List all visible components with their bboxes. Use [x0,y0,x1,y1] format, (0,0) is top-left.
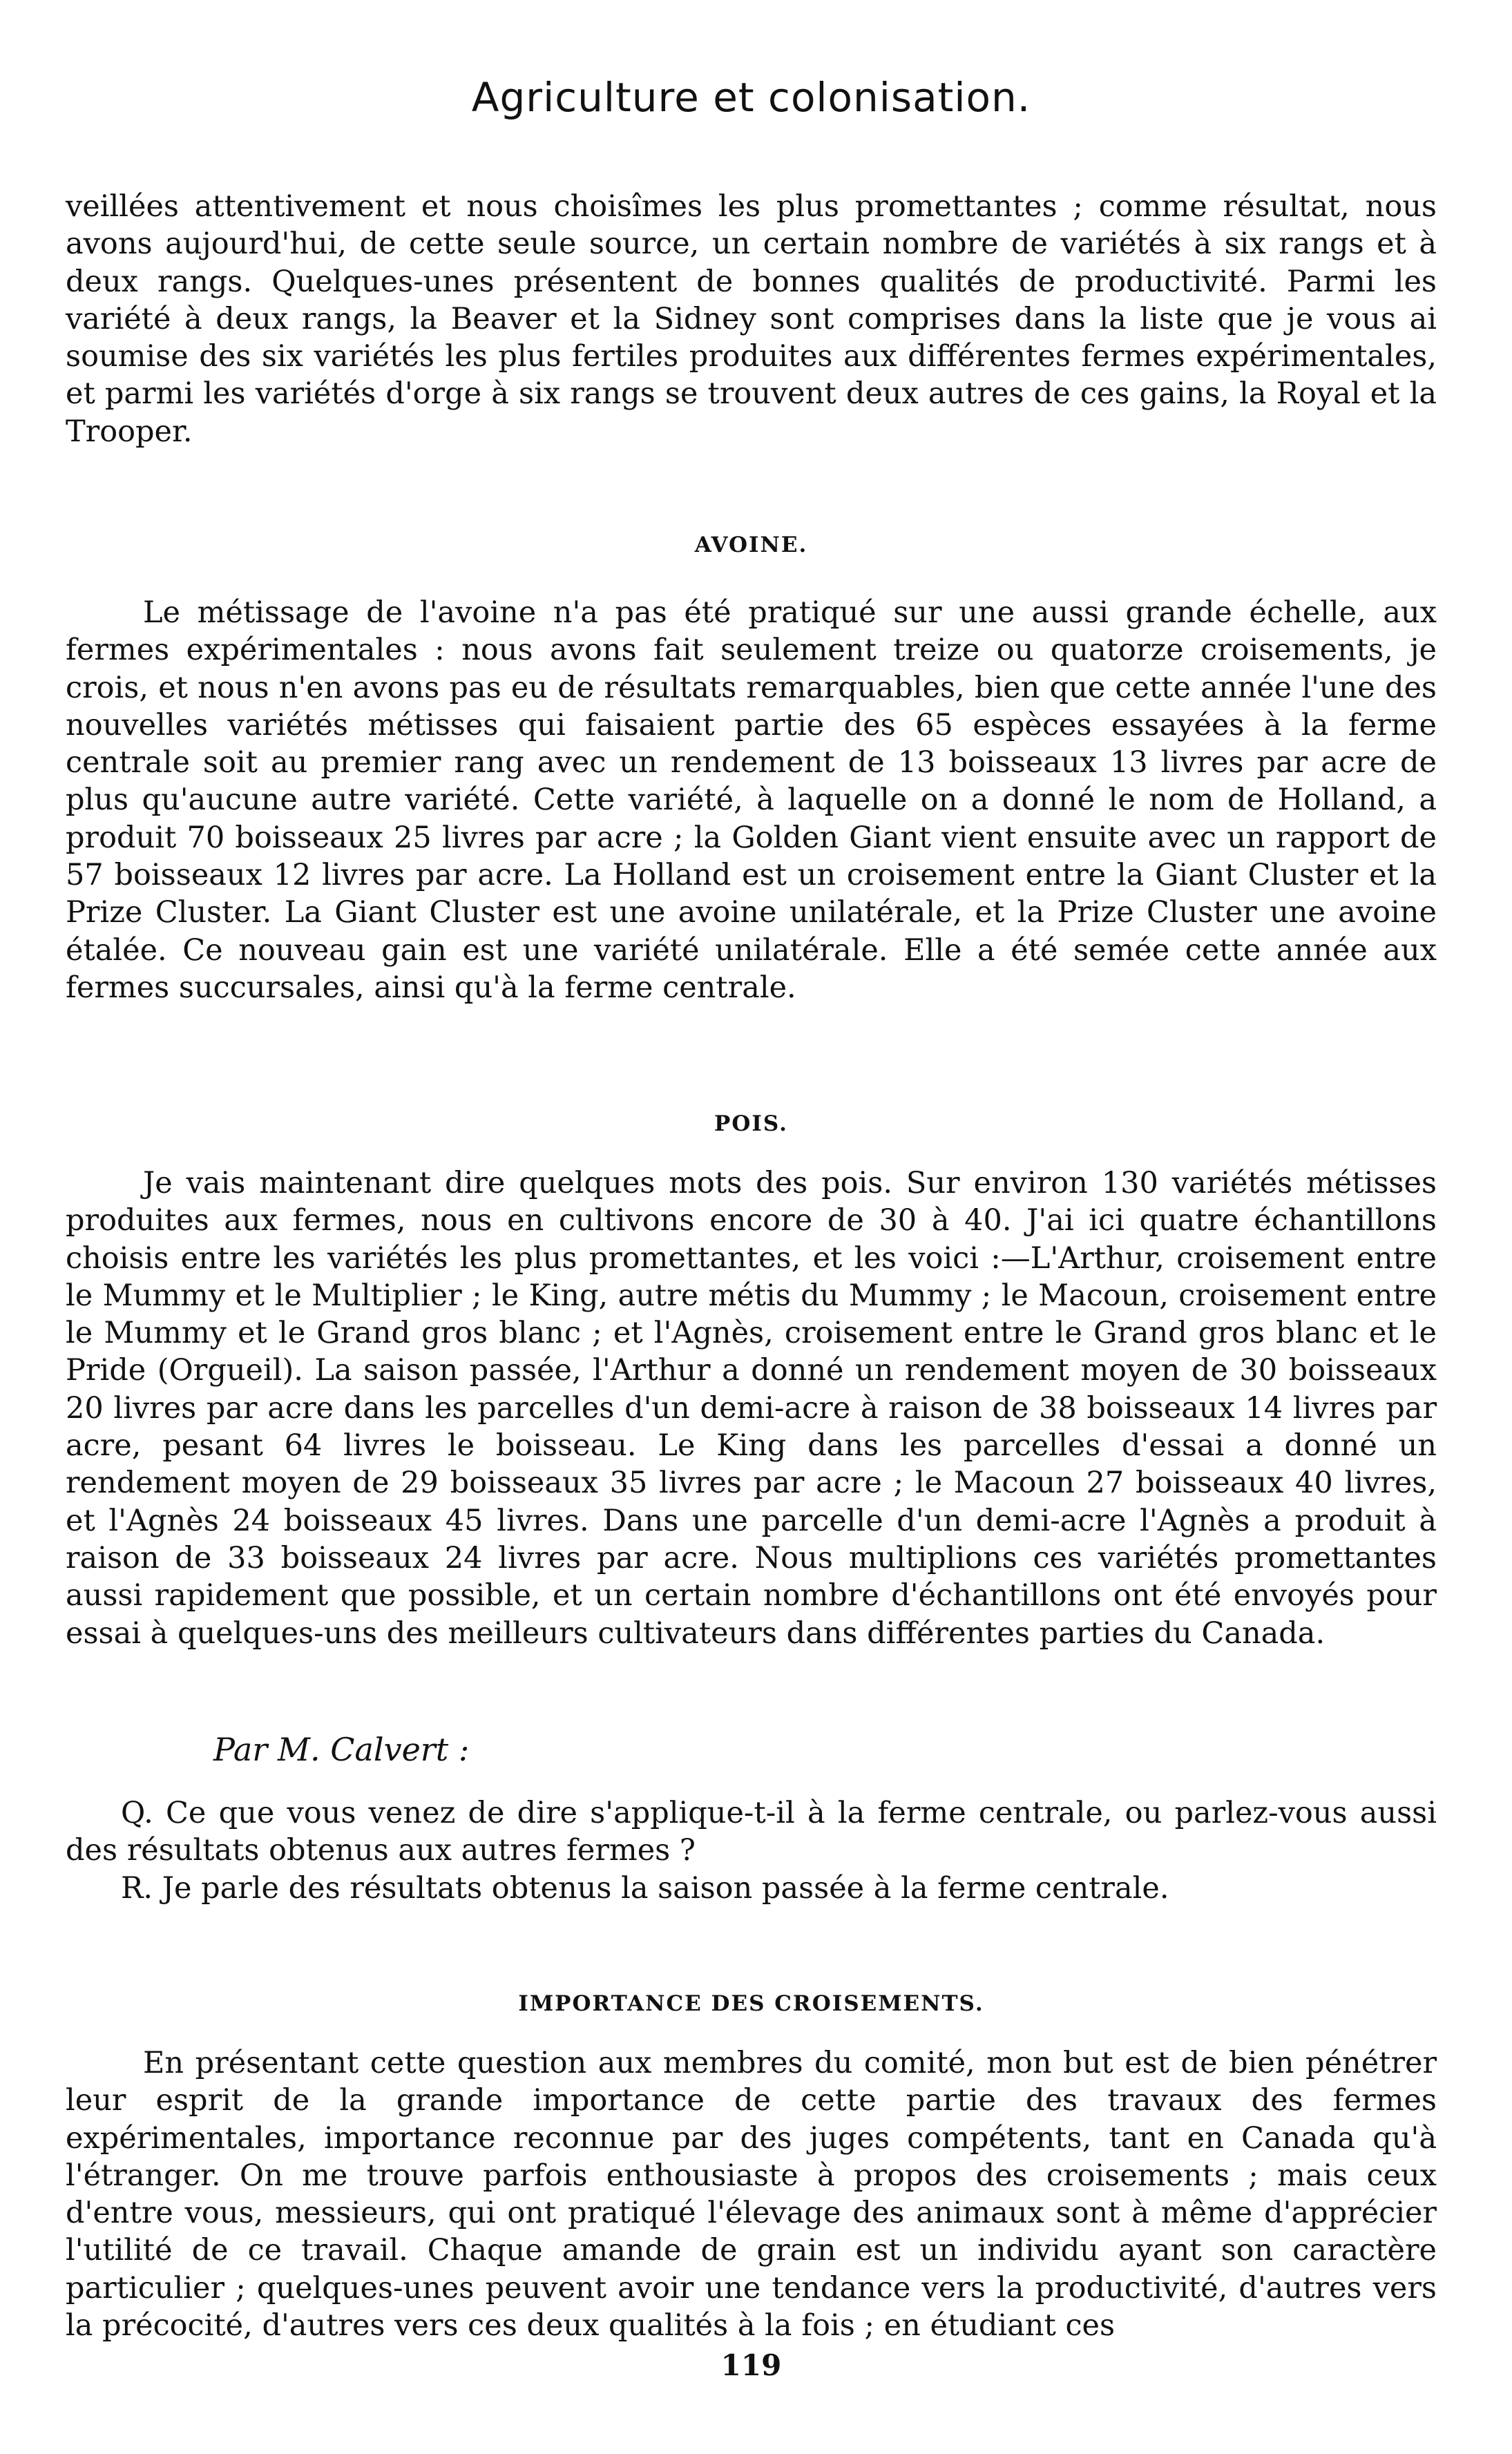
importance-heading: IMPORTANCE DES CROISEMENTS. [518,1991,984,2016]
question-paragraph: Q. Ce que vous venez de dire s'applique-t-il à la ferme centrale, ou parlez-vous aussi des résultats obtenus aux autres fermes ? [66,1796,1437,1868]
avoine-heading: AVOINE. [694,533,808,557]
importance-paragraph: En présentant cette question aux membres du comité, mon but est de bien pénétrer leur esprit de la grande importance de cette partie des travaux des fermes expérimentales, importance reconnue par des juges compétents, tant en Canada qu'à l'étranger. On me trouve parfois enthousiaste à propos des croisements ; mais ceux d'entre vous, messieurs, qui ont pratiqué l'élevage des animaux sont à même d'apprécier l'utilité de ce travail. Chaque amande de grain est un individu ayant son caractère particulier ; quelques-unes peuvent avoir une tendance vers la productivité, d'autres vers la précocité, d'autres vers ces deux qualités à la fois ; en étudiant ces [66,2046,1437,2343]
avoine-paragraph: Le métissage de l'avoine n'a pas été pratiqué sur une aussi grande échelle, aux fermes expérimentales : nous avons fait seulement treize ou quatorze croisements, je crois, et nous n'en avons pas eu de résultats remarquables, bien que cette année l'une des nouvelles variétés métisses qui faisaient partie des 65 espèces essayées à la ferme centrale soit au premier rang avec un rendement de 13 boisseaux 13 livres par acre de plus qu'aucune autre variété. Cette variété, à laquelle on a donné le nom de Holland, a produit 70 boisseaux 25 livres par acre ; la Golden Giant vient ensuite avec un rapport de 57 boisseaux 12 livres par acre. La Holland est un croisement entre la Giant Cluster et la Prize Cluster. La Giant Cluster est une avoine unilatérale, et la Prize Cluster une avoine étalée. Ce nouveau gain est une variété unilatérale. Elle a été semée cette année aux fermes succursales, ainsi qu'à la ferme centrale. [66,595,1437,1005]
pois-section [66,1164,1437,1652]
calvert-exchange [66,1794,1437,1907]
speaker-byline: Par M. Calvert : [213,1731,470,1768]
document-page [66,0,1437,2454]
page-number: 119 [720,2348,782,2382]
answer-paragraph: R. Je parle des résultats obtenus la saison passée à la ferme centrale. [121,1870,1169,1906]
importance-section [66,2044,1437,2344]
pois-paragraph: Je vais maintenant dire quelques mots des pois. Sur environ 130 variétés métisses produites aux fermes, nous en cultivons encore de 30 à 40. J'ai ici quatre échantillons choisis entre les variétés les plus promettantes, et les voici :—L'Arthur, croisement entre le Mummy et le Multiplier ; le King, autre métis du Mummy ; le Macoun, croisement entre le Mummy et le Grand gros blanc ; et l'Agnès, croisement entre le Grand gros blanc et le Pride (Orgueil). La saison passée, l'Arthur a donné un rendement moyen de 30 boisseaux 20 livres par acre dans les parcelles d'un demi-acre à raison de 38 boisseaux 14 livres par acre, pesant 64 livres le boisseau. Le King dans les parcelles d'essai a donné un rendement moyen de 29 boisseaux 35 livres par acre ; le Macoun 27 boisseaux 40 livres, et l'Agnès 24 boisseaux 45 livres. Dans une parcelle d'un demi-acre l'Agnès a produit à raison de 33 boisseaux 24 livres par acre. Nous multiplions ces variétés promettantes aussi rapidement que possible, et un certain nombre d'échantillons ont été envoyés pour essai à quelques-uns des meilleurs cultivateurs dans différentes parties du Canada. [66,1166,1437,1651]
running-title: Agriculture et colonisation. [471,74,1031,121]
intro-section [66,188,1437,450]
avoine-section [66,594,1437,1006]
intro-paragraph: veillées attentivement et nous choisîmes les plus promettantes ; comme résultat, nous avons aujourd'hui, de cette seule source, un certain nombre de variétés à six rangs et à deux rangs. Quelques-unes présentent de bonnes qualités de productivité. Parmi les variété à deux rangs, la Beaver et la Sidney sont comprises dans la liste que je vous ai soumise des six variétés les plus fertiles produites aux différentes fermes expérimentales, et parmi les variétés d'orge à six rangs se trouvent deux autres de ces gains, la Royal et la Trooper. [66,189,1437,449]
pois-heading: POIS. [714,1111,788,1136]
